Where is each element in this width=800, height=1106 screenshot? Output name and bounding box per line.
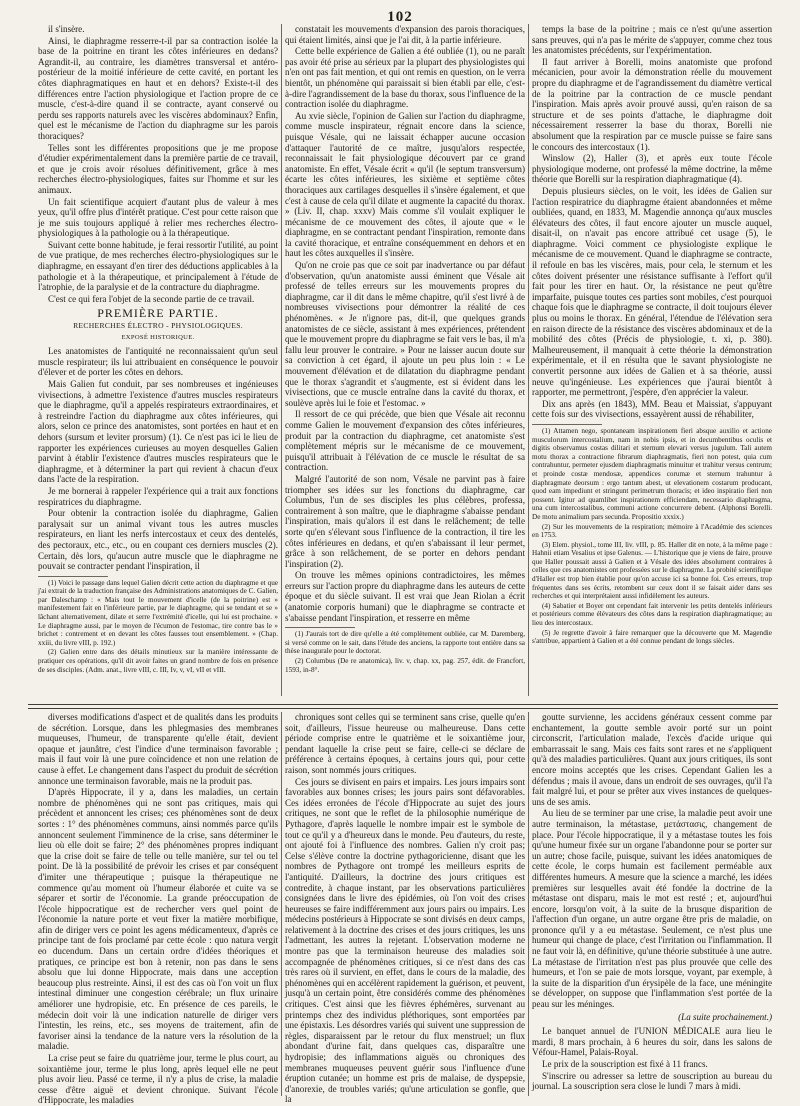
continuation-note: (La suite prochainement.) xyxy=(678,1011,772,1022)
paragraph: chroniques sont celles qui se terminent sans crise, quelle qu'en soit, d'ailleurs, l'issue heureuse ou malheureuse. Dans cette période comprise entre le quatrième et le soixantième jour, pendant laquelle la crise peut se faire, celle-ci se déclare de préférence à certains époques, à certains jours qui, pour cette raison, sont nommés jours critiques. xyxy=(285,712,525,775)
subsection-heading: EXPOSÉ HISTORIQUE. xyxy=(121,333,195,341)
footnote: (1) Voici le passage dans lequel Galien décrit cette action du diaphragme et que j'ai extrait de la traduction française des Administrations anatomiques de C. Galien, par Daleschamp : « Mais tout le mouvement d'icelle (de la poitrine) est » manifestement fait en l'inférieure partie, par le diaphragme, qui se tendant et se » lâchant alternativement, dilate et serre l'extrémité d'icelle, qui lui est prochaine. » Le diaphragme aussi, par le moyen de l'écumon de l'estomac, tire contre bas le » brichet : contrement et en devant les côtes fausses tout ensemblement. » (Chap. xxiii, du livre vIII, p. 192.) xyxy=(38,578,278,647)
column-divider xyxy=(281,24,282,696)
paragraph: Un fait scientifique acquiert d'autant plus de valeur à mes yeux, qu'il offre plus d'intérêt pratique. C'est pour cette raison que je me suis toujours appliqué à relier mes recherches électro-physiologiques à la pathologie ou à la thérapeutique. xyxy=(38,196,278,239)
paragraph: Qu'on ne croie pas que ce soit par inadvertance ou par défaut d'observation, qu'un anatomiste aussi éminent que Vésale ait professé de telles erreurs sur les mouvements propres du diaphragme, car il dit dans le même chapitre, qu'il s'est livré à de nombreuses vivisections pour démontrer la réalité de ces phénomènes. « Je n'ignore pas, dit-il, que quelques grands anatomistes de ce siècle, assistant à mes expériences, prétendent que le mouvement propre du diaphragme se fait vers le bas, il m'a fallu leur prouver le contraire. » Pour ne laisser aucun doute sur sa conviction à cet égard, il ajoute un peu plus loin : « Le mouvement d'élévation et de dilatation du diaphragme pendant que le thorax s'agrandit et s'augmente, est si évident dans les vivisections, que ce muscle entraîne dans la cavité du thorax, et soulève après lui le foie et l'estomac. » xyxy=(285,260,525,408)
paragraph: Telles sont les différentes propositions que je me propose d'étudier expérimentalement dans la première partie de ce travail, et que je crois avoir résolues définitivement, grâce à mes recherches électro-physiologiques, faites sur l'homme et sur les animaux. xyxy=(38,142,278,195)
footnote: (2) Sur les mouvements de la respiration; mémoire à l'Académie des sciences en 1753. xyxy=(532,522,772,540)
footnote: (1) Attamen nego, spontaneam inspirationem fieri absque auxilio et actione musculorum intercostalium, nam in nobis ipsis, et in decumbentibus oculis et digitis observamus costas dilitari et sternum elevari versus jugulum. Tali autem motu thorax a contractione fibrarum diaphragmatis, fieri non potest, quia cum contrahuntur, permeter ejusdem diaphragmatis minuitur et trahitur versus centrum; et proinde costæ mendosæ, appendices corumæ et sternum trahuntur à diaphragmate deorsum : ergo tantum abest, ut elevationem costarum producant, quod eam impediunt et stringunt perimetrum thoracis; et ideo inspiratio fieri non possent. Igitur ad quamlibet inspirationem efficiendam, necessario diaphragma, una cum intercostalibus, communi actione concurrere debent. (Alphonsi Borelli. De motu animalium pars secunda. Propositio xxxix.) xyxy=(532,426,772,521)
paragraph: Ces jours se divisent en pairs et impairs. Les jours impairs sont favorables aux bonnes crises; les jours pairs sont défavorables. Ces idées erronées de l'école d'Hippocrate au sujet des jours critiques, ne sont que le reflet de la philosophie numérique de Pythagore, d'après laquelle le nombre impair est le symbole de tout ce qu'il y a d'heureux dans le monde. Peu d'auteurs, du reste, ont ajouté foi à l'influence des nombres. Galien n'y croit pas; Celse s'élève contre la doctrine pythagoricienne, disant que les nombres de Pythagore ont trompé les meilleurs esprits de l'antiquité. D'ailleurs, la doctrine des jours critiques est contredite, à chaque instant, par les observations particulières consignées dans le livre des épidémies, où l'on voit des crises heureuses se faire indifféremment aux jours pairs ou impairs. Les médecins postérieurs à Hippocrate se sont divisés en deux camps, relativement à la doctrine des crises et des jours critiques, les uns l'admettant, les autres la rejetant. L'observation moderne ne montre pas que la terminaison heureuse des maladies soit accompagnée de phénomènes critiques, si ce n'est dans des cas très rares où il survient, en effet, dans le cours de la maladie, des phénomènes qui en accélèrent rapidement la guérison, et peuvent, jusqu'à un certain point, être considérés comme des phénomènes critiques. C'est ainsi que les fièvres éphémères, survenant au printemps chez des individus pléthoriques, sont emportées par une épistaxis. Les désordres variés qui suivent une suppression de règles, disparaissent par le retour du flux menstruel; un flux abondant d'urine fait, dans quelques cas, disparaître une hydropisie; des inflammations aiguës ou chroniques des membranes muqueuses peuvent guérir sous l'influence d'une éruption cutanée; un homme est pris de malaise, de dyspepsie, d'anorexie, de troubles variés; qu'une articulation se gonfle, que la xyxy=(285,776,525,1105)
paragraph: Je me bornerai à rappeler l'expérience qui a trait aux fonctions respiratrices du diaphragme. xyxy=(38,485,278,507)
footnote: (5) Je regrette d'avoir à faire remarquer que la découverte que M. Magendie s'attribue, appartient à Galien et a été connue pendant de longs siècles. xyxy=(532,628,772,646)
paragraph: Pour obtenir la contraction isolée du diaphragme, Galien paralysait sur un animal vivant tous les autres muscles respirateurs, en liant les nerfs intercostaux et ceux des dentelés, des pectoraux, etc., etc., ou en coupant ces derniers muscles (2). Certain, dès lors, qu'aucun autre muscle que le diaphragme ne pouvait se contracter pendant l'inspiration, il xyxy=(38,508,278,572)
paragraph: Mais Galien fut conduit, par ses nombreuses et ingénieuses vivisections, à admettre l'existence d'autres muscles respirateurs que le diaphragme, qu'il a appelés respirateurs extraordinaires, et à restreindre l'action du diaphragme aux côtes inférieures, qui alors, selon ce prince des anatomistes, sont portées en haut et en dehors (sursum et leviter prorsum) (1). Ce n'est pas ici le lieu de rapporter les expériences curieuses au moyen desquelles Galien parvint à établir l'existence d'autres muscles respirateurs que le diaphragme, et à déterminer la part qui revient à chacun d'eux dans l'acte de la respiration. xyxy=(38,379,278,485)
paragraph: Il ressort de ce qui précède, que bien que Vésale ait reconnu comme Galien le mouvement d'expansion des côtes inférieures, produit par la contraction du diaphragme, cet anatomiste s'est complètement mépris sur le mécanisme de ce mouvement, puisqu'il attribuait à l'élévation de ce muscle le résultat de sa contraction. xyxy=(285,409,525,473)
feuilleton-column-1 xyxy=(38,712,278,1106)
article-column-1 xyxy=(38,24,278,700)
announcement: Le prix de la souscription est fixé à 11 francs. xyxy=(542,1059,708,1069)
column-divider xyxy=(528,712,529,1096)
footnote: (2) Galien entre dans des détails minutieux sur la manière intéressante de pratiquer ces opérations, qu'il dit avoir faites un grand nombre de fois en présence de ses disciples. (Adm. anat., livre vIII, c. III, Iv, v, vI, vII et vIII. xyxy=(38,648,278,674)
paragraph: Depuis plusieurs siècles, on le voit, les idées de Galien sur l'action respiratrice du diaphragme étaient abandonnées et même oubliées, quand, en 1833, M. Magendie annonça qu'aux muscles élévateurs des côtes, il faut encore ajouter un muscle auquel, disait-il, on n'avait pas encore attribué cet usage (5), le diaphragme. Voici comment ce physiologiste explique le mécanisme de ce mouvement. Quand le diaphragme se contracte, il refoule en bas les viscères, mais, pour cela, le sternum et les côtes doivent présenter une résistance suffisante à l'effort qu'il fait pour les tirer en haut. Or, la résistance ne peut qu'être imparfaite, puisque toutes ces parties sont mobiles, c'est pourquoi chaque fois que le diaphragme se contracte, il doit toujours élever plus ou moins le thorax. En général, l'étendue de l'élévation sera en raison directe de la résistance des viscères abdominaux et de la mobilité des côtes (Précis de physiologie, t. xi, p. 380). Malheureusement, il manquait à cette théorie la démonstration expérimentale, et il en résulta que le savant physiologiste ne convertit personne aux idées de Galien et à sa théorie, aussi neuve qu'ingénieuse. Les expériences que j'aurai bientôt à rapporter, me permettront, j'espère, d'en apprécier la valeur. xyxy=(532,185,772,398)
paragraph: diverses modifications d'aspect et de qualités dans les produits de sécrétion. Lorsque, dans les phlegmasies des membranes muqueuses, l'humeur, de transparente qu'elle était, devient opaque et jaunâtre, c'est l'indice d'une terminaison favorable ; mais il faut voir là une pure coïncidence et non une relation de cause à effet. Le changement dans l'aspect du produit de sécrétion annonce une terminaison favorable, mais ne la produit pas. xyxy=(38,712,278,786)
section-separator xyxy=(28,704,778,709)
footnote: (2) Columbus (De re anatomica), liv. v, chap. xx, pag. 257, édit. de Francfort, 1593, in-8°. xyxy=(285,657,525,674)
paragraph: Winslow (2), Haller (3), et après eux toute l'école physiologique moderne, ont professé la même doctrine, la même théorie que Borelli sur la respiration diaphragmatique (4). xyxy=(532,153,772,185)
paragraph: Au lieu de se terminer par une crise, la maladie peut avoir une autre terminaison, la métastase, μετάστασις, changement de place. Pour l'école hippocratique, il y a métastase toutes les fois qu'une humeur fixée sur un organe l'abandonne pour se porter sur un autre; chose facile, puisque, suivant les idées anatomiques de cette école, le corps humain est facilement perméable aux différentes humeurs. A mesure que la science a marché, les idées premières sur lesquelles avait été fondée la doctrine de la métastase ont disparu, mais le mot est resté ; et, aujourd'hui encore, lorsqu'on voit, à la suite de la brusque disparition de l'affection d'un organe, un autre organe être pris de maladie, on prononce qu'il y a eu métastase. Seulement, ce n'est plus une humeur qui change de place, c'est l'irritation ou l'inflammation. Il ne faut voir là, en définitive, qu'une théorie substituée à une autre. La métastase de l'irritation n'est pas plus prouvée que celle des humeurs, et l'on se paie de mots lorsque, voyant, par exemple, à la suite de la disparition d'un érysipèle de la face, une méningite se développer, on suppose que l'inflammation s'est portée de la peau sur les méninges. xyxy=(532,808,773,1010)
paragraph: goutte survienne, les accidens généraux cessent comme par enchantement, la goutte semble avoir porté sur un point circonscrit, l'articulation malade, l'excès d'acide urique qui embarrassait le sang. Mais ces faits sont rares et ne s'appliquent qu'à des maladies particulières. Quant aux jours critiques, ils sont encore moins acceptés que les crises. Cependant Galien les a défendus ; mais il avoue, dans un endroit de ses ouvrages, qu'il l'a fait malgré lui, et pour se prêter aux vives instances de quelques-uns de ses amis. xyxy=(532,712,772,807)
article-column-2 xyxy=(285,24,525,700)
article-column-3 xyxy=(532,24,772,700)
paragraph: constatait les mouvements d'expansion des parois thoraciques, qui étaient limités, ainsi que je l'ai dit, à la partie inférieure. xyxy=(285,24,525,45)
feuilleton-column-3 xyxy=(532,712,772,1096)
paragraph: Malgré l'autorité de son nom, Vésale ne parvint pas à faire triompher ses idées sur les fonctions du diaphragme, car Columbus, l'un de ses disciples les plus célèbres, professa, contrairement à son maître, que le diaphragme s'abaisse pendant l'inspiration, mais qu'alors il est dans le relâchement; de telle sorte qu'en s'élevant sous l'influence de la contraction, il tire les côtes inférieures en dedans, et qu'en s'abaissant il leur permet, grâce à son relâchement, de se porter en dehors pendant l'inspiration (2). xyxy=(285,473,525,569)
paragraph: temps la base de la poitrine ; mais ce n'est qu'une assertion sans preuves, qui n'a pas le mérite de s'appuyer, comme chez tous les anatomistes précédents, sur l'expérimentation. xyxy=(532,24,772,56)
announcement: S'inscrire ou adresser sa lettre de souscription au bureau du journal. La souscription sera close le lundi 7 mars à midi. xyxy=(532,1070,772,1092)
footnote: (4) Sabatier et Boyer ont cependant fait intervenir les petits dentelés inférieurs et postérieurs comme élévateurs des côtes dans la respiration diaphragmatique; au lieu des intercostaux. xyxy=(532,601,772,628)
paragraph: Suivant cette bonne habitude, je ferai ressortir l'utilité, au point de vue pratique, de mes recherches électro-physiologiques sur le diaphragme, en essayant d'en tirer des déductions applicables à la pathologie et à la thérapeutique, et principalement à l'étude de l'atrophie, de la paralysie et de la contracture du diaphragme. xyxy=(38,239,278,293)
paragraph: Il faut arriver à Borelli, moins anatomiste que profond mécanicien, pour avoir la démonstration réelle du mouvement propre du diaphragme et de l'agrandissement du diamètre vertical de la poitrine par la contraction de ce muscle pendant l'inspiration. Mais après avoir prouvé aussi, qu'en raison de sa structure et de ses points d'attache, le diaphragme doit nécessairement resserrer la base du thorax, Borelli nie absolument que la respiration par ce muscle puisse se faire sans le concours des intercostaux (1). xyxy=(532,56,772,152)
paragraph: La crise peut se faire du quatrième jour, terme le plus court, au soixantième jour, terme le plus long, après lequel elle ne peut plus avoir lieu. Passé ce terme, il n'y a plus de crise, la maladie cesse d'être aiguë et devient chronique. Suivant l'école d'Hippocrate, les maladies xyxy=(38,1053,278,1106)
paragraph: Cette belle expérience de Galien a été oubliée (1), ou ne paraît pas avoir été prise au sérieux par la plupart des physiologistes qui n'en ont pas fait mention, et qui ont remis en question, on le verra bientôt, un phénomène qui paraissait si bien établi par elle, c'est-à-dire l'agrandissement de la base du thorax, sous l'influence de la contraction isolée du diaphragme. xyxy=(285,46,525,110)
paragraph: C'est ce qui fera l'objet de la seconde partie de ce travail. xyxy=(48,293,255,304)
announcement: Le banquet annuel de l'UNION MÉDICALE aura lieu le mardi, 8 mars prochain, à 6 heures du soir, dans les salons de Véfour-Hamel, Palais-Royal. xyxy=(532,1026,772,1058)
column-divider xyxy=(281,712,282,1096)
paragraph: Au xvie siècle, l'opinion de Galien sur l'action du diaphragme, comme muscle inspirateur, régnait encore dans la science, puisque Vésale, qui ne laissait échapper aucune occasion d'attaquer l'autorité de ce maître, jusqu'alors respectée, reconnaissait le fait physiologique découvert par ce grand anatomiste. En effet, Vésale écrit « qu'il (le septum transversum) écarte les côtes inférieures, les sixième et septième côtes thoraciques aux cartilages desquelles il s'insère également, et que c'est à cause de cela qu'il dilate et augmente la capacité du thorax. » (Liv. II, chap. xxxv) Mais comme s'il voulait expliquer le mécanisme de ce mouvement des côtes, il ajoute que « le diaphragme, en se contractant pendant l'inspiration, remonte dans la cavité thoracique, et entraîne conséquemment en dehors et en haut les côtes auxquelles il s'insère. xyxy=(285,110,525,259)
footnote: (1) J'aurais tort de dire qu'elle a été complètement oubliée, car M. Daremberg, si versé comme on le sait, dans l'étude des anciens, la rapporte tout entière dans sa thèse inaugurale pour le doctorat. xyxy=(285,630,525,656)
footnote: (3) Elem. physiol., tome III, liv. vIII, p. 85. Haller dit en note, à la même page : Hahnii etiam Vesalius et ipse Galenus. — L'historique que je viens de faire, prouve que Haller poussait aussi à Galien et à Vésale des idées absolument contraires à celles que ces anatomistes ont professées sur le diaphragme. La probité scientifique d'Haller est trop bien établie pour qu'on accuse ici sa bonne foi. Ces erreurs, trop fréquentes dans ses écrits, retombent sur ceux dont il se faisait aider dans ses recherches et qui interprétaient aussi infidèlement les auteurs. xyxy=(532,540,772,601)
feuilleton-column-2 xyxy=(285,712,525,1105)
paragraph: Dix ans après (en 1843), MM. Beau et Maissiat, s'appuyant cette fois sur des vivisections, essayèrent aussi de réhabiliter, xyxy=(532,398,772,420)
paragraph: On trouve les mêmes opinions contradictoires, les mêmes erreurs sur l'action propre du diaphragme dans les auteurs de cette époque et du siècle suivant. Il est vrai que Jean Riolan a écrit (anatomie corporis humani) que le diaphragme se contracte et s'abaisse pendant l'inspiration, et resserre en même xyxy=(285,570,526,623)
paragraph: il s'insère. xyxy=(48,24,85,34)
part-heading: PREMIÈRE PARTIE. xyxy=(97,306,219,321)
section-heading: RECHERCHES ÉLECTRO - PHYSIOLOGIQUES. xyxy=(73,321,243,331)
paragraph: Ainsi, le diaphragme resserre-t-il par sa contraction isolée la base de la poitrine en tirant les côtes inférieures en dedans? Agrandit-il, au contraire, les diamètres transversal et antéro-postérieur de la moitié inférieure de cette cavité, en portant les côtes diaphragmatiques en haut et en dehors? Existe-t-il des différences entre l'action physiologique et l'action propre de ce muscle, c'est-à-dire quand il se contracte, ayant conservé ou perdu ses rapports naturels avec les viscères abdominaux? Enfin, quel est le mécanisme de l'action du diaphragme sur les parois thoraciques? xyxy=(38,35,278,141)
paragraph: Les anatomistes de l'antiquité ne reconnaissaient qu'un seul muscle respirateur; ils lui attribuaient en conséquence le pouvoir d'élever et de porter les côtes en dehors. xyxy=(38,346,278,378)
column-divider xyxy=(528,24,529,696)
paragraph: D'après Hippocrate, il y a, dans les maladies, un certain nombre de phénomènes qui ne sont pas critiques, mais qui précèdent et annoncent les crises; ces phénomènes sont de deux sortes : 1° des phénomènes communs, ainsi nommés parce qu'ils annoncent seulement l'imminence de la crise, sans déterminer le lieu où elle doit se faire; 2° des phénomènes propres indiquant que la crise doit se faire de telle ou telle manière, sur tel ou tel point. De là la possibilité de prévoir les crises et par conséquent d'imiter une thérapeutique ; puisque la thérapeutique ne commence qu'au moment où l'humeur élaborée et cuite va se séparer et sortir de l'économie. La grande préoccupation de l'école hippocratique est de rechercher vers quel point de l'économie la nature porte et veut fixer la matière morbifique, afin de diriger vers ce point les agens médicamenteux, d'après ce principe tant de fois proclamé par cette école : quo natura vergit eo ducendum. Dans un certain ordre d'idées théoriques et pratiques, ce principe est bon à retenir, non pas dans le sens absolu que lui donne Hippocrate, mais dans une acception beaucoup plus restreinte. Ainsi, il est des cas où l'on voit un flux intestinal diminuer une congestion cérébrale; un flux urinaire améliorer une hydropisie, etc. En présence de ces pareils, le médecin doit voir là une indication naturelle de diriger vers l'intestin, les reins, etc., ses moyens de traitement, afin de favoriser ainsi la tendance de la nature vers la résolution de la maladie. xyxy=(38,787,278,1052)
page-number: 102 xyxy=(387,9,413,25)
